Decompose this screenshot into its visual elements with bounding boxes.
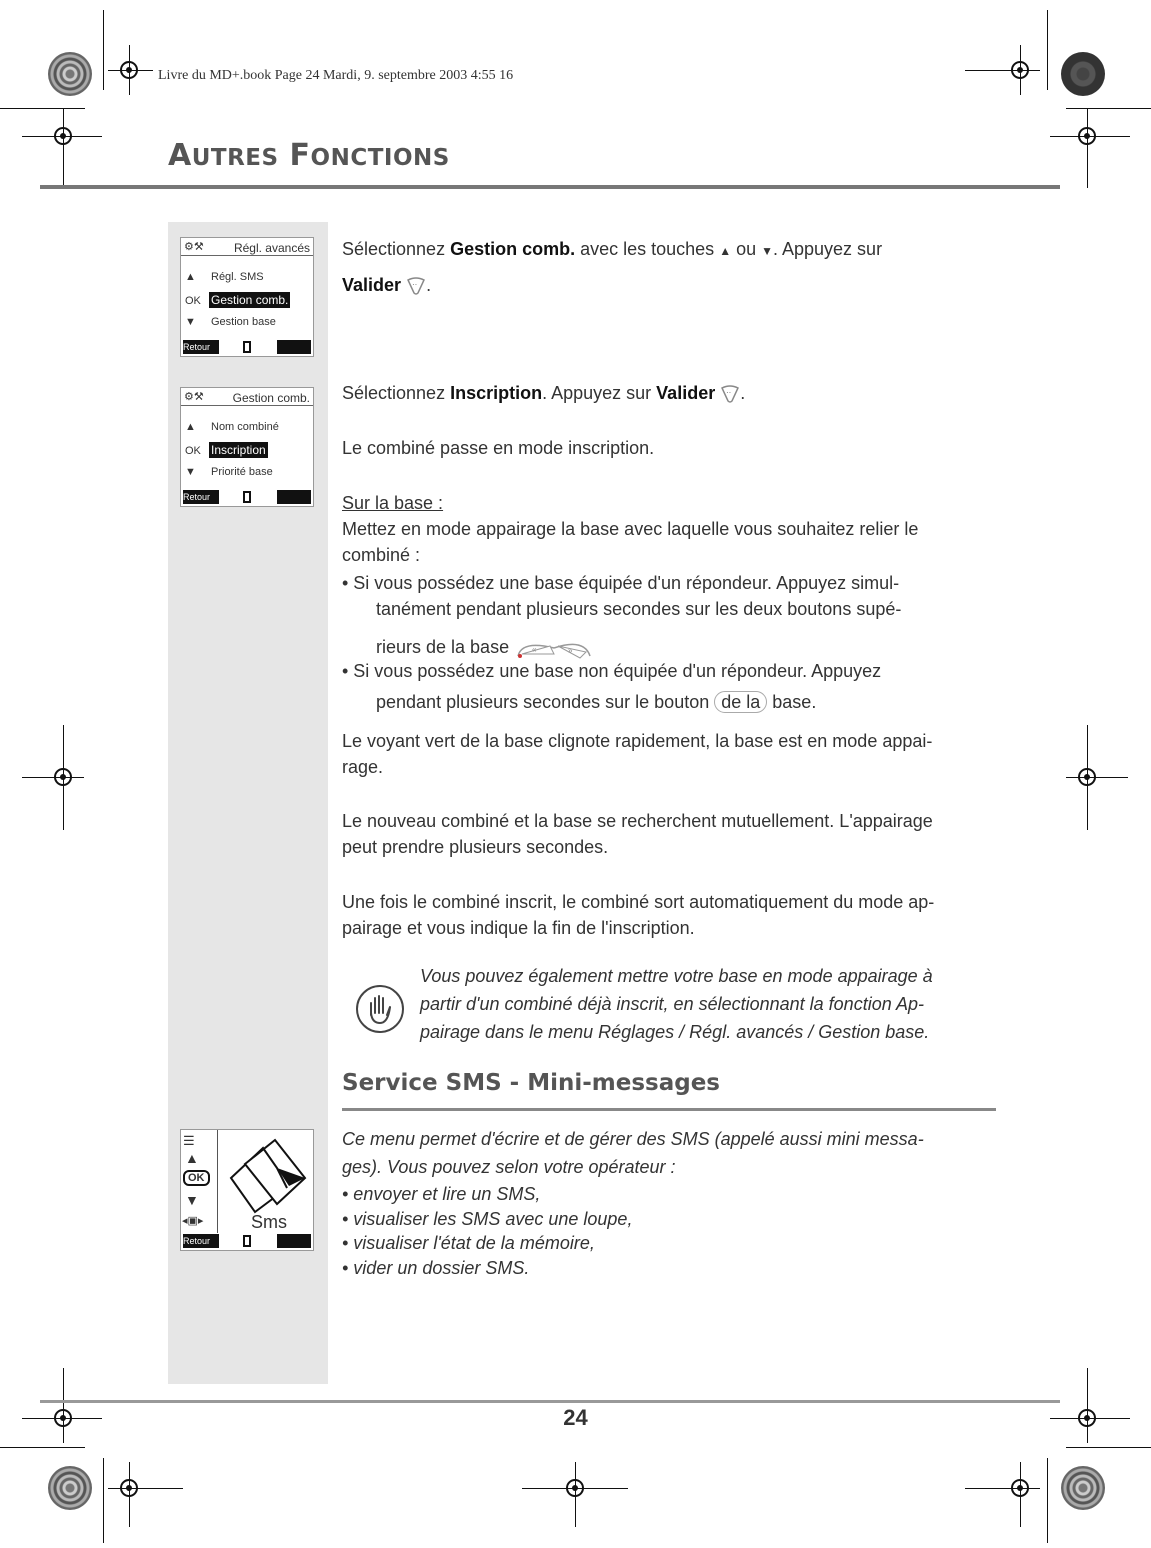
- down-arrow-icon: ▼: [761, 244, 773, 258]
- list-item: • visualiser les SMS avec une loupe,: [342, 1208, 633, 1229]
- back-softkey: Retour: [183, 340, 219, 354]
- tools-icon: ⚙⚒: [184, 241, 204, 253]
- base-buttons-line: rieurs de la base « »: [376, 634, 594, 662]
- svg-text:«: «: [532, 645, 537, 654]
- paragraph-registration-mode: Le combiné passe en mode inscription.: [342, 438, 655, 458]
- base-button-icon: de la: [714, 691, 767, 713]
- sms-feature-list: [342, 1182, 1002, 1280]
- registration-target: [1011, 61, 1029, 79]
- registration-disc-bottom-left: [48, 1466, 92, 1510]
- back-softkey: Retour: [183, 490, 219, 504]
- bullet-base-with-answering-machine: • Si vous possédez une base équipée d'un répondeur. Appuyez simul- tanément pendant plusieurs secondes sur les deux boutons supé-: [342, 573, 902, 619]
- phone-screen-advanced-settings: [180, 237, 314, 357]
- menu-row-selected: OK Inscription: [185, 443, 266, 457]
- on-base-heading: Sur la base :: [342, 493, 444, 513]
- base-single-button-line: pendant plusieurs secondes sur le bouton de la base.: [376, 692, 817, 712]
- crop-line: [0, 108, 85, 109]
- registration-target: [1011, 1479, 1029, 1497]
- list-item: • visualiser l'état de la mémoire,: [342, 1233, 595, 1253]
- phone-screen-handset-management: [180, 387, 314, 507]
- crop-line: [63, 108, 64, 188]
- navigation-icon: ◂▣▸: [182, 1215, 204, 1227]
- back-softkey: Retour: [183, 1234, 219, 1248]
- softkey-block: [277, 490, 311, 504]
- title-rule: [40, 185, 1060, 189]
- registration-target: [120, 61, 138, 79]
- menu-icon: ☰: [183, 1133, 195, 1148]
- screen-title: Régl. avancés: [233, 241, 310, 255]
- crop-line: [103, 10, 104, 90]
- crop-line: [1087, 108, 1088, 188]
- up-arrow-icon: ▲: [185, 421, 196, 433]
- note-text: Vous pouvez également mettre votre base en mode appairage à partir d'un combiné déjà inscrit, en sélectionnant la fonction Ap- pairage dans le menu Réglages / Régl. avancés / Gestion base.: [420, 966, 933, 1042]
- sms-section-title: Service SMS - Mini-messages: [342, 1070, 720, 1096]
- up-arrow-icon: ▲: [185, 1150, 199, 1166]
- down-arrow-icon: ▼: [185, 316, 196, 328]
- menu-row: ▼ Priorité base: [185, 466, 273, 478]
- registration-disc-bottom-right: [1061, 1466, 1105, 1510]
- page-title: AUTRES FONCTIONS: [168, 138, 450, 173]
- screen-footer: [183, 1234, 311, 1248]
- crop-line: [1047, 10, 1048, 90]
- bullet-base-without-answering-machine: • Si vous possédez une base non équipée d'un répondeur. Appuyez: [342, 661, 882, 681]
- hand-note-icon: [354, 983, 406, 1035]
- phone-screen-sms: [180, 1129, 314, 1251]
- ok-badge: OK: [183, 1170, 210, 1186]
- validate-key-icon: [406, 276, 426, 296]
- up-arrow-icon: ▲: [719, 244, 732, 258]
- crop-line: [1066, 1447, 1151, 1448]
- svg-text:··: ··: [412, 280, 418, 290]
- menu-row-selected: OK Gestion comb.: [185, 293, 289, 307]
- screen-header: [181, 238, 313, 256]
- registration-target: [1078, 127, 1096, 145]
- menu-row: ▼ Gestion base: [185, 316, 276, 328]
- screen-header: [181, 388, 313, 406]
- instruction-select-handset-management: Sélectionnez Gestion comb. avec les touches ▲ ou ▼. Appuyez sur Valider ·· .: [342, 239, 883, 295]
- registration-target: [54, 768, 72, 786]
- crop-line: [0, 1447, 85, 1448]
- crop-line: [1066, 108, 1151, 109]
- list-item: • envoyer et lire un SMS,: [342, 1184, 541, 1204]
- softkey-block: [277, 1234, 311, 1248]
- paragraph-on-base: Sur la base : Mettez en mode appairage la base avec laquelle vous souhaitez relier le combiné :: [342, 493, 919, 565]
- envelope-icon: [225, 1134, 311, 1214]
- registration-target: [1078, 768, 1096, 786]
- battery-icon: [243, 1235, 251, 1247]
- sms-section-rule: [342, 1108, 996, 1111]
- registration-disc-top-right: [1061, 52, 1105, 96]
- registration-disc-top-left: [48, 52, 92, 96]
- registration-target: [120, 1479, 138, 1497]
- registration-target: [566, 1479, 584, 1497]
- registration-target: [54, 127, 72, 145]
- menu-row: ▲ Régl. SMS: [185, 271, 264, 283]
- battery-icon: [243, 491, 251, 503]
- menu-row: ▲ Nom combiné: [185, 421, 279, 433]
- up-arrow-icon: ▲: [185, 271, 196, 283]
- softkey-block: [277, 340, 311, 354]
- crop-line: [1047, 1458, 1048, 1543]
- screen-divider: [217, 1130, 218, 1233]
- svg-text:··: ··: [726, 388, 732, 398]
- screen-title: Gestion comb.: [232, 391, 310, 405]
- paragraph-green-led: Le voyant vert de la base clignote rapidement, la base est en mode appai- rage.: [342, 731, 933, 777]
- screen-footer: [183, 490, 311, 504]
- down-arrow-icon: ▼: [185, 1192, 199, 1208]
- battery-icon: [243, 341, 251, 353]
- page-number: 24: [563, 1405, 588, 1430]
- crop-line: [22, 777, 84, 778]
- crop-line: [1066, 777, 1128, 778]
- svg-text:»: »: [568, 646, 573, 655]
- screen-footer: [183, 340, 311, 354]
- paragraph-registration-done: Une fois le combiné inscrit, le combiné sort automatiquement du mode ap- pairage et vous indique la fin de l'inscription.: [342, 892, 935, 938]
- paragraph-mutual-search: Le nouveau combiné et la base se recherchent mutuellement. L'appairage peut prendre plusieurs secondes.: [342, 811, 933, 857]
- crop-line: [103, 1458, 104, 1543]
- sms-intro: Ce menu permet d'écrire et de gérer des SMS (appelé aussi mini messa- ges). Vous pouvez selon votre opérateur :: [342, 1129, 924, 1177]
- instruction-select-registration: Sélectionnez Inscription. Appuyez sur Valider ·· .: [342, 383, 746, 403]
- down-arrow-icon: ▼: [185, 466, 196, 478]
- book-info-line: Livre du MD+.book Page 24 Mardi, 9. septembre 2003 4:55 16: [158, 68, 514, 83]
- sms-label: Sms: [251, 1212, 287, 1232]
- validate-key-icon: [720, 384, 740, 404]
- tools-icon: ⚙⚒: [184, 391, 204, 403]
- footer-rule: [40, 1400, 1060, 1403]
- list-item: • vider un dossier SMS.: [342, 1257, 530, 1278]
